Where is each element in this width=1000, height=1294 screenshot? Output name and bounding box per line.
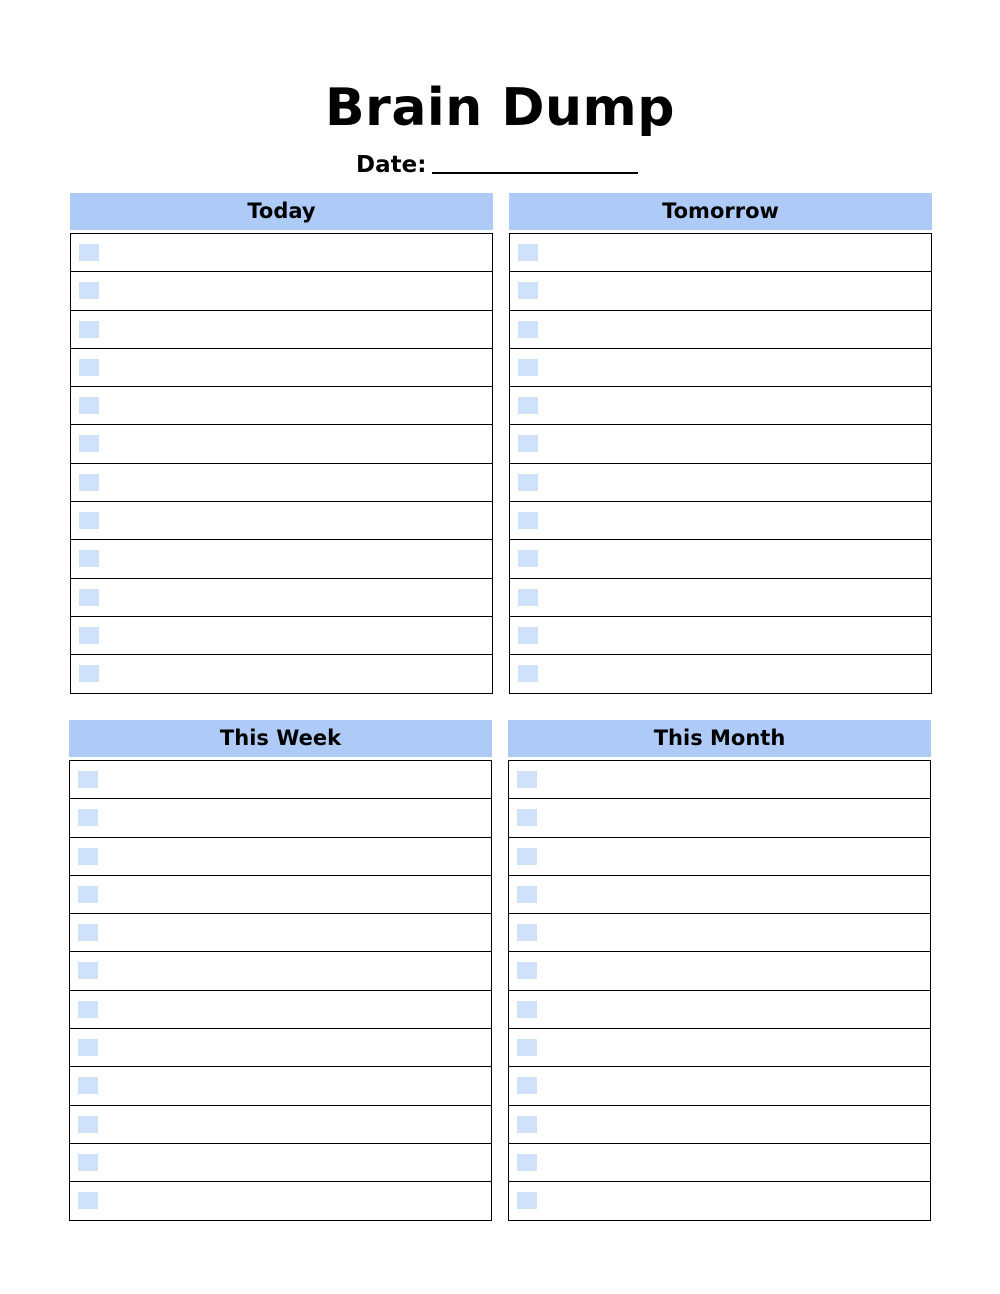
checkbox[interactable]: [518, 589, 538, 606]
checkbox[interactable]: [79, 665, 99, 682]
checkbox[interactable]: [79, 627, 99, 644]
checkbox[interactable]: [518, 550, 538, 567]
checkbox[interactable]: [78, 848, 98, 865]
task-row[interactable]: [70, 1029, 491, 1067]
section-header-this-month: This Month: [508, 720, 931, 757]
task-row[interactable]: [71, 387, 492, 425]
task-row[interactable]: [71, 502, 492, 540]
task-list-this-month: [508, 760, 931, 1221]
task-row[interactable]: [71, 349, 492, 387]
checkbox[interactable]: [517, 809, 537, 826]
checkbox[interactable]: [79, 589, 99, 606]
task-row[interactable]: [509, 761, 930, 799]
task-row[interactable]: [71, 234, 492, 272]
task-row[interactable]: [71, 540, 492, 578]
checkbox[interactable]: [79, 397, 99, 414]
task-row[interactable]: [70, 761, 491, 799]
section-this-month: [508, 720, 931, 1221]
checkbox[interactable]: [517, 1116, 537, 1133]
checkbox[interactable]: [518, 665, 538, 682]
task-row[interactable]: [509, 799, 930, 837]
checkbox[interactable]: [517, 962, 537, 979]
checkbox[interactable]: [78, 962, 98, 979]
checkbox[interactable]: [518, 627, 538, 644]
checkbox[interactable]: [517, 924, 537, 941]
checkbox[interactable]: [79, 321, 99, 338]
date-blank-line[interactable]: [432, 172, 638, 174]
checkbox[interactable]: [517, 1077, 537, 1094]
checkbox[interactable]: [79, 359, 99, 376]
task-row[interactable]: [70, 1144, 491, 1182]
task-row[interactable]: [70, 991, 491, 1029]
task-row[interactable]: [70, 1182, 491, 1220]
task-row[interactable]: [510, 234, 931, 272]
task-row[interactable]: [70, 1106, 491, 1144]
task-row[interactable]: [509, 914, 930, 952]
section-this-week: [69, 720, 492, 1221]
task-row[interactable]: [509, 952, 930, 990]
checkbox[interactable]: [79, 512, 99, 529]
task-list-this-week: [69, 760, 492, 1221]
checkbox[interactable]: [78, 1116, 98, 1133]
checkbox[interactable]: [518, 474, 538, 491]
checkbox[interactable]: [78, 1039, 98, 1056]
task-row[interactable]: [509, 1106, 930, 1144]
checkbox[interactable]: [78, 1154, 98, 1171]
checkbox[interactable]: [78, 1001, 98, 1018]
section-today: [70, 193, 493, 694]
task-row[interactable]: [71, 617, 492, 655]
task-row[interactable]: [509, 838, 930, 876]
task-row[interactable]: [70, 838, 491, 876]
task-row[interactable]: [70, 876, 491, 914]
task-row[interactable]: [509, 1144, 930, 1182]
task-row[interactable]: [71, 464, 492, 502]
task-row[interactable]: [509, 1182, 930, 1220]
checkbox[interactable]: [78, 924, 98, 941]
task-row[interactable]: [70, 952, 491, 990]
task-row[interactable]: [71, 425, 492, 463]
checkbox[interactable]: [79, 244, 99, 261]
task-row[interactable]: [70, 799, 491, 837]
task-list-today: [70, 233, 493, 694]
checkbox[interactable]: [518, 321, 538, 338]
task-row[interactable]: [510, 655, 931, 693]
task-row[interactable]: [510, 502, 931, 540]
task-row[interactable]: [509, 1067, 930, 1105]
checkbox[interactable]: [518, 359, 538, 376]
task-row[interactable]: [510, 387, 931, 425]
task-row[interactable]: [71, 272, 492, 310]
checkbox[interactable]: [517, 1154, 537, 1171]
task-row[interactable]: [509, 991, 930, 1029]
checkbox[interactable]: [517, 771, 537, 788]
task-row[interactable]: [510, 540, 931, 578]
task-row[interactable]: [509, 876, 930, 914]
task-row[interactable]: [71, 655, 492, 693]
checkbox[interactable]: [517, 1039, 537, 1056]
task-row[interactable]: [509, 1029, 930, 1067]
date-label: Date:: [356, 152, 427, 178]
checkbox[interactable]: [517, 1192, 537, 1209]
task-row[interactable]: [70, 914, 491, 952]
checkbox[interactable]: [518, 512, 538, 529]
checkbox[interactable]: [78, 1077, 98, 1094]
task-row[interactable]: [510, 272, 931, 310]
checkbox[interactable]: [78, 809, 98, 826]
checkbox[interactable]: [518, 244, 538, 261]
task-row[interactable]: [510, 579, 931, 617]
task-row[interactable]: [510, 617, 931, 655]
task-row[interactable]: [71, 579, 492, 617]
date-field: [356, 150, 638, 180]
checkbox[interactable]: [78, 771, 98, 788]
section-header-today: Today: [70, 193, 493, 230]
checkbox[interactable]: [517, 848, 537, 865]
checkbox[interactable]: [79, 435, 99, 452]
checkbox[interactable]: [518, 397, 538, 414]
section-tomorrow: [509, 193, 932, 694]
section-header-this-week: This Week: [69, 720, 492, 757]
checkbox[interactable]: [79, 550, 99, 567]
task-row[interactable]: [510, 349, 931, 387]
checkbox[interactable]: [518, 282, 538, 299]
task-row[interactable]: [70, 1067, 491, 1105]
checkbox[interactable]: [79, 282, 99, 299]
task-row[interactable]: [510, 425, 931, 463]
checkbox[interactable]: [517, 886, 537, 903]
checkbox[interactable]: [78, 1192, 98, 1209]
task-row[interactable]: [510, 464, 931, 502]
checkbox[interactable]: [517, 1001, 537, 1018]
checkbox[interactable]: [518, 435, 538, 452]
task-row[interactable]: [510, 311, 931, 349]
checkbox[interactable]: [78, 886, 98, 903]
section-header-tomorrow: Tomorrow: [509, 193, 932, 230]
checkbox[interactable]: [79, 474, 99, 491]
task-list-tomorrow: [509, 233, 932, 694]
task-row[interactable]: [71, 311, 492, 349]
page-title: Brain Dump: [325, 78, 675, 138]
